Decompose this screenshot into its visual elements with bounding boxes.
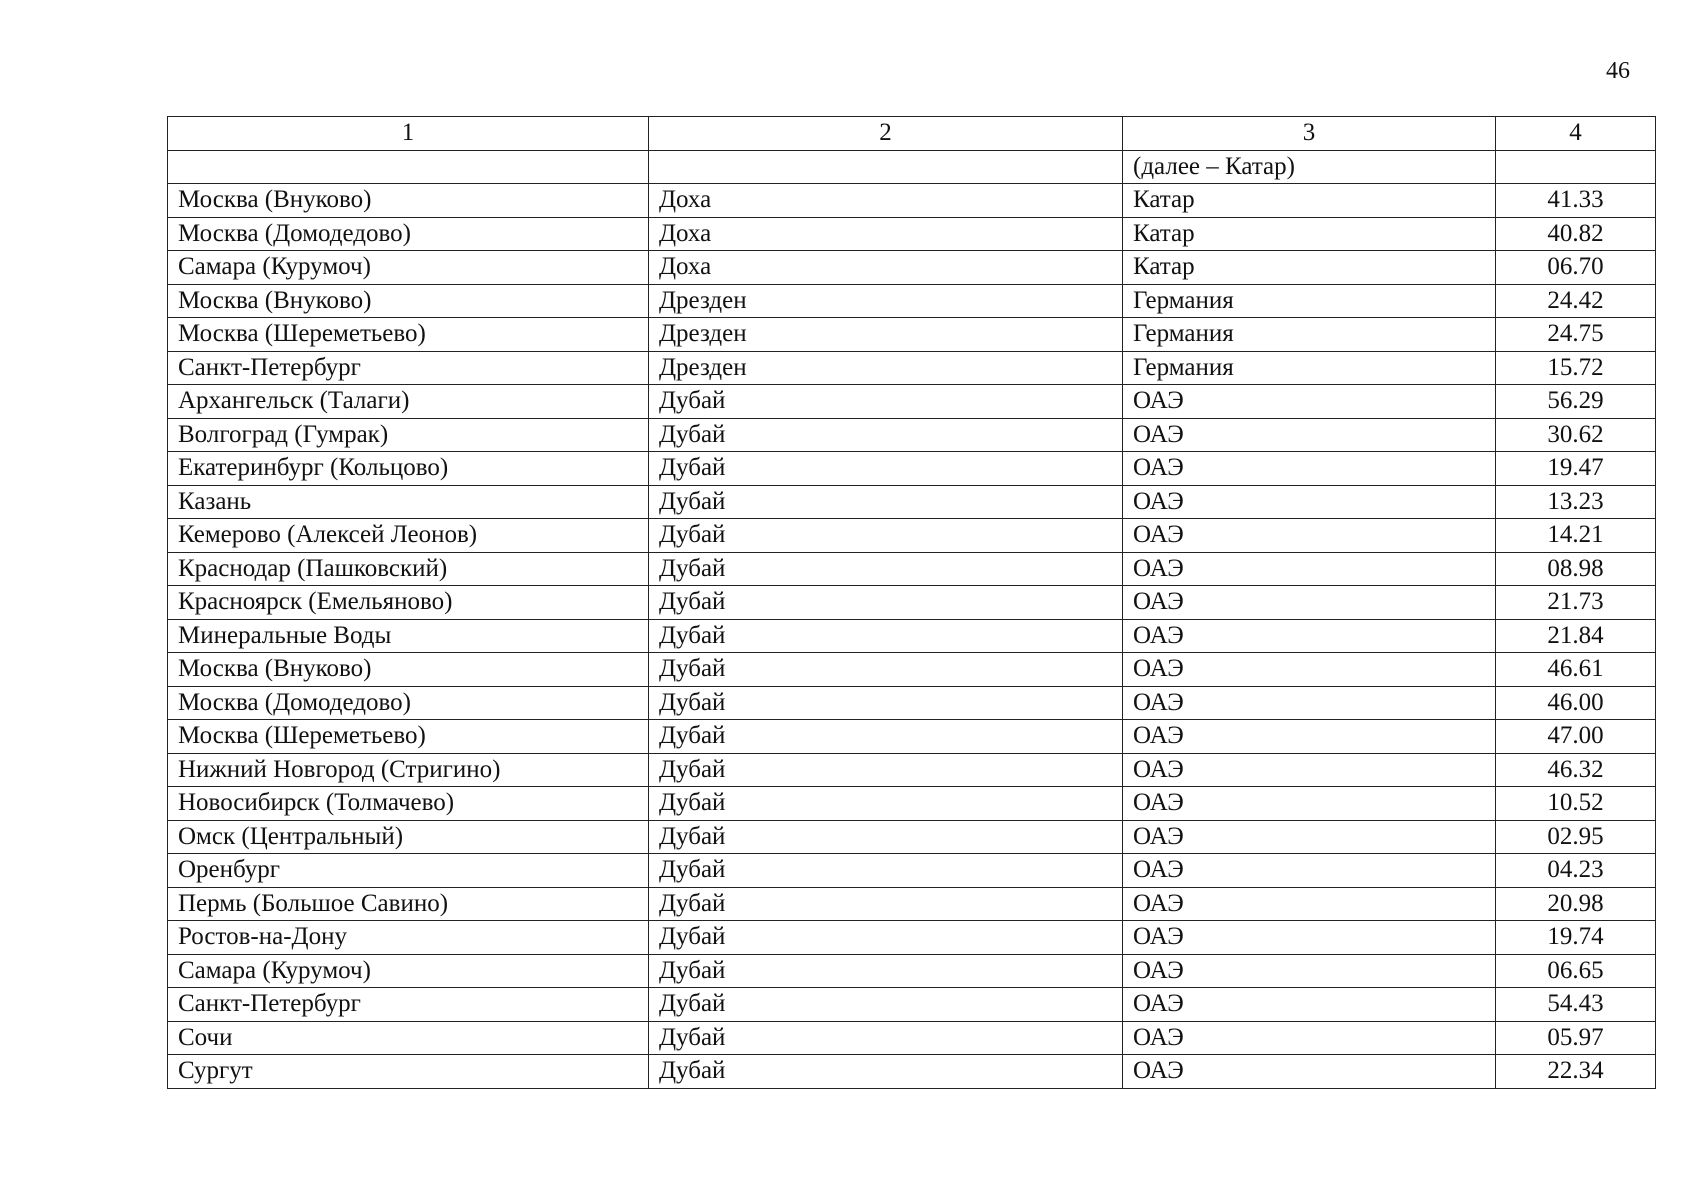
- destination-country-cell: ОАЭ: [1123, 686, 1496, 720]
- table-row: [168, 686, 1656, 720]
- value-cell: 54.43: [1496, 988, 1656, 1022]
- table-row: [168, 653, 1656, 687]
- value-cell: 05.97: [1496, 1021, 1656, 1055]
- origin-city-cell: Самара (Курумоч): [168, 954, 649, 988]
- value-cell: 06.65: [1496, 954, 1656, 988]
- destination-city-cell: Дубай: [649, 720, 1123, 754]
- destination-city-cell: Дубай: [649, 854, 1123, 888]
- table-row: [168, 351, 1656, 385]
- value-cell: 46.00: [1496, 686, 1656, 720]
- destination-country-cell: ОАЭ: [1123, 586, 1496, 620]
- destination-city-cell: Дубай: [649, 686, 1123, 720]
- data-table: [167, 116, 1656, 1089]
- origin-city-cell: Ростов-на-Дону: [168, 921, 649, 955]
- destination-country-cell: ОАЭ: [1123, 552, 1496, 586]
- table-row: [168, 753, 1656, 787]
- table-row: [168, 787, 1656, 821]
- table-row: [168, 184, 1656, 218]
- origin-city-cell: Москва (Домодедово): [168, 217, 649, 251]
- column-number-1: 1: [168, 117, 649, 151]
- destination-city-cell: Дубай: [649, 519, 1123, 553]
- destination-city-cell: Доха: [649, 251, 1123, 285]
- destination-city-cell: Дубай: [649, 452, 1123, 486]
- destination-country-cell: ОАЭ: [1123, 954, 1496, 988]
- origin-city-cell: Новосибирск (Толмачево): [168, 787, 649, 821]
- origin-city-cell: Краснодар (Пашковский): [168, 552, 649, 586]
- value-cell: 19.47: [1496, 452, 1656, 486]
- origin-city-cell: Екатеринбург (Кольцово): [168, 452, 649, 486]
- table-row: [168, 854, 1656, 888]
- table-row: [168, 1055, 1656, 1089]
- destination-country-cell: Катар: [1123, 184, 1496, 218]
- value-cell: 24.42: [1496, 284, 1656, 318]
- page-number: 46: [1606, 58, 1630, 84]
- destination-city-cell: Дубай: [649, 988, 1123, 1022]
- continuation-cell-1: [168, 150, 649, 184]
- column-number-row: [168, 117, 1656, 151]
- origin-city-cell: Омск (Центральный): [168, 820, 649, 854]
- destination-country-cell: ОАЭ: [1123, 887, 1496, 921]
- origin-city-cell: Красноярск (Емельяново): [168, 586, 649, 620]
- destination-country-cell: ОАЭ: [1123, 921, 1496, 955]
- destination-country-cell: ОАЭ: [1123, 1055, 1496, 1089]
- table-row: [168, 720, 1656, 754]
- destination-city-cell: Дубай: [649, 485, 1123, 519]
- table-row: [168, 385, 1656, 419]
- origin-city-cell: Казань: [168, 485, 649, 519]
- destination-country-cell: ОАЭ: [1123, 787, 1496, 821]
- origin-city-cell: Сочи: [168, 1021, 649, 1055]
- destination-country-cell: ОАЭ: [1123, 519, 1496, 553]
- continuation-cell-2: [649, 150, 1123, 184]
- destination-country-cell: ОАЭ: [1123, 720, 1496, 754]
- origin-city-cell: Санкт-Петербург: [168, 988, 649, 1022]
- continuation-cell-3: (далее – Катар): [1123, 150, 1496, 184]
- origin-city-cell: Архангельск (Талаги): [168, 385, 649, 419]
- origin-city-cell: Сургут: [168, 1055, 649, 1089]
- table-row: [168, 552, 1656, 586]
- origin-city-cell: Москва (Домодедово): [168, 686, 649, 720]
- table-row: [168, 820, 1656, 854]
- continuation-row: [168, 150, 1656, 184]
- table-row: [168, 251, 1656, 285]
- value-cell: 14.21: [1496, 519, 1656, 553]
- table-row: [168, 586, 1656, 620]
- destination-country-cell: Катар: [1123, 217, 1496, 251]
- value-cell: 10.52: [1496, 787, 1656, 821]
- origin-city-cell: Санкт-Петербург: [168, 351, 649, 385]
- value-cell: 21.73: [1496, 586, 1656, 620]
- origin-city-cell: Москва (Шереметьево): [168, 318, 649, 352]
- value-cell: 20.98: [1496, 887, 1656, 921]
- origin-city-cell: Волгоград (Гумрак): [168, 418, 649, 452]
- origin-city-cell: Минеральные Воды: [168, 619, 649, 653]
- destination-city-cell: Доха: [649, 217, 1123, 251]
- origin-city-cell: Москва (Внуково): [168, 184, 649, 218]
- column-number-4: 4: [1496, 117, 1656, 151]
- value-cell: 56.29: [1496, 385, 1656, 419]
- value-cell: 15.72: [1496, 351, 1656, 385]
- value-cell: 08.98: [1496, 552, 1656, 586]
- table-row: [168, 318, 1656, 352]
- destination-country-cell: ОАЭ: [1123, 854, 1496, 888]
- destination-city-cell: Дубай: [649, 787, 1123, 821]
- destination-country-cell: ОАЭ: [1123, 418, 1496, 452]
- value-cell: 22.34: [1496, 1055, 1656, 1089]
- origin-city-cell: Москва (Внуково): [168, 284, 649, 318]
- table-row: [168, 452, 1656, 486]
- value-cell: 06.70: [1496, 251, 1656, 285]
- table-row: [168, 284, 1656, 318]
- origin-city-cell: Нижний Новгород (Стригино): [168, 753, 649, 787]
- destination-country-cell: ОАЭ: [1123, 820, 1496, 854]
- destination-country-cell: ОАЭ: [1123, 1021, 1496, 1055]
- table-row: [168, 519, 1656, 553]
- destination-city-cell: Дубай: [649, 653, 1123, 687]
- table-row: [168, 418, 1656, 452]
- origin-city-cell: Самара (Курумоч): [168, 251, 649, 285]
- value-cell: 46.32: [1496, 753, 1656, 787]
- continuation-cell-4: [1496, 150, 1656, 184]
- destination-country-cell: ОАЭ: [1123, 753, 1496, 787]
- destination-city-cell: Дрезден: [649, 351, 1123, 385]
- destination-country-cell: ОАЭ: [1123, 988, 1496, 1022]
- value-cell: 41.33: [1496, 184, 1656, 218]
- table-row: [168, 1021, 1656, 1055]
- value-cell: 46.61: [1496, 653, 1656, 687]
- origin-city-cell: Москва (Внуково): [168, 653, 649, 687]
- table-row: [168, 485, 1656, 519]
- destination-city-cell: Дрезден: [649, 318, 1123, 352]
- origin-city-cell: Кемерово (Алексей Леонов): [168, 519, 649, 553]
- origin-city-cell: Москва (Шереметьево): [168, 720, 649, 754]
- destination-country-cell: ОАЭ: [1123, 452, 1496, 486]
- destination-country-cell: ОАЭ: [1123, 619, 1496, 653]
- destination-city-cell: Дубай: [649, 586, 1123, 620]
- value-cell: 13.23: [1496, 485, 1656, 519]
- table-body: [168, 117, 1656, 1089]
- destination-country-cell: ОАЭ: [1123, 485, 1496, 519]
- value-cell: 04.23: [1496, 854, 1656, 888]
- value-cell: 02.95: [1496, 820, 1656, 854]
- destination-city-cell: Дубай: [649, 619, 1123, 653]
- origin-city-cell: Пермь (Большое Савино): [168, 887, 649, 921]
- destination-city-cell: Дубай: [649, 954, 1123, 988]
- destination-country-cell: ОАЭ: [1123, 385, 1496, 419]
- table-row: [168, 954, 1656, 988]
- table-row: [168, 921, 1656, 955]
- value-cell: 19.74: [1496, 921, 1656, 955]
- table-row: [168, 988, 1656, 1022]
- destination-city-cell: Дубай: [649, 418, 1123, 452]
- destination-country-cell: Германия: [1123, 351, 1496, 385]
- table-row: [168, 217, 1656, 251]
- destination-city-cell: Дубай: [649, 1021, 1123, 1055]
- origin-city-cell: Оренбург: [168, 854, 649, 888]
- destination-country-cell: Катар: [1123, 251, 1496, 285]
- destination-city-cell: Дубай: [649, 753, 1123, 787]
- value-cell: 47.00: [1496, 720, 1656, 754]
- destination-city-cell: Дрезден: [649, 284, 1123, 318]
- table-row: [168, 619, 1656, 653]
- destination-city-cell: Дубай: [649, 921, 1123, 955]
- value-cell: 24.75: [1496, 318, 1656, 352]
- column-number-3: 3: [1123, 117, 1496, 151]
- destination-city-cell: Дубай: [649, 1055, 1123, 1089]
- destination-country-cell: Германия: [1123, 284, 1496, 318]
- destination-city-cell: Дубай: [649, 887, 1123, 921]
- value-cell: 40.82: [1496, 217, 1656, 251]
- value-cell: 30.62: [1496, 418, 1656, 452]
- destination-city-cell: Дубай: [649, 820, 1123, 854]
- destination-country-cell: ОАЭ: [1123, 653, 1496, 687]
- table-row: [168, 887, 1656, 921]
- destination-city-cell: Дубай: [649, 385, 1123, 419]
- destination-city-cell: Доха: [649, 184, 1123, 218]
- column-number-2: 2: [649, 117, 1123, 151]
- destination-country-cell: Германия: [1123, 318, 1496, 352]
- value-cell: 21.84: [1496, 619, 1656, 653]
- destination-city-cell: Дубай: [649, 552, 1123, 586]
